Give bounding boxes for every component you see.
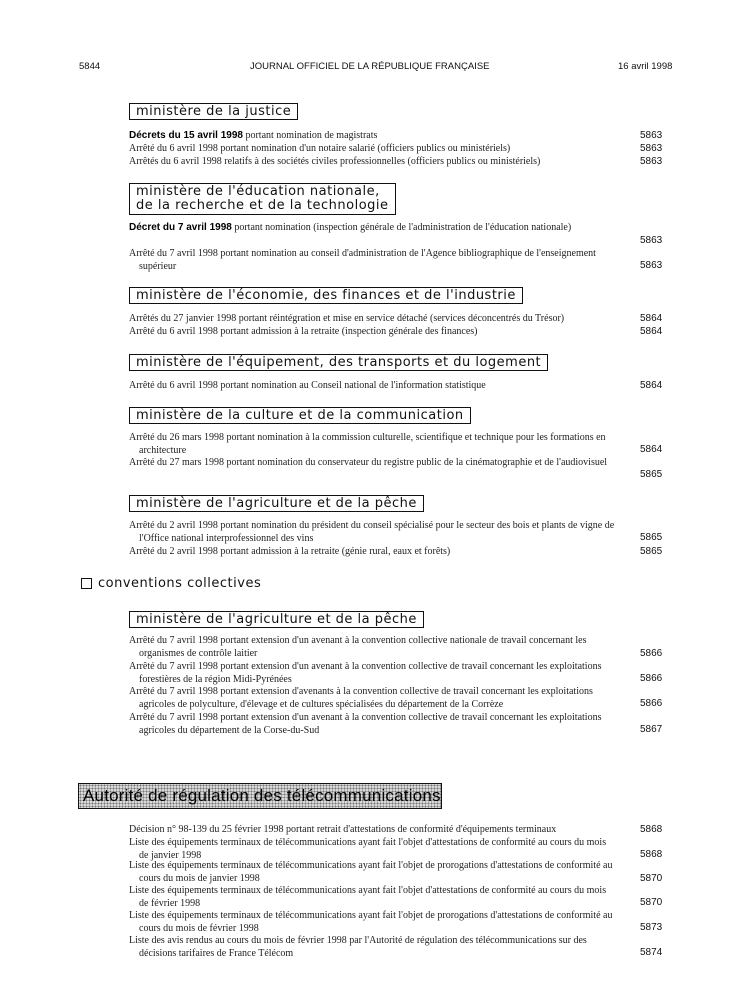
list-item: Liste des équipements terminaux de télécommunications ayant fait l'objet de prorogations d'attestations de conformité au cours du mois de janvier 1998 <box>129 860 613 884</box>
checkbox-square-icon <box>81 578 92 589</box>
heading-line: ministère de l'éducation nationale, <box>136 184 380 199</box>
list-item: Arrêté du 7 avril 1998 portant extension d'un avenant à la convention collective de travail concernant les exploitations forestières de la région Midi-Pyrénées <box>129 661 602 685</box>
list-item: Arrêté du 6 avril 1998 portant nomination d'un notaire salarié (officiers publics ou ministériels) <box>129 143 511 154</box>
list-item: Arrêtés du 6 avril 1998 relatifs à des sociétés civiles professionnelles (officiers publics ou ministériels) <box>129 156 541 167</box>
entry-page: 5868 <box>640 824 663 835</box>
entry-page: 5865 <box>640 532 663 543</box>
entry-page: 5864 <box>640 444 663 455</box>
ministry-heading-education <box>129 183 396 215</box>
ministry-heading-equipement: ministère de l'équipement, des transports et du logement <box>129 354 548 371</box>
list-item: Liste des équipements terminaux de télécommunications ayant fait l'objet de prorogations d'attestations de conformité au cours du mois de février 1998 <box>129 910 613 934</box>
entry-page: 5865 <box>640 469 663 480</box>
ministry-heading-agriculture: ministère de l'agriculture et de la pêche <box>129 495 424 512</box>
list-item: Arrêtés du 27 janvier 1998 portant réintégration et mise en service détaché (services déconcentrés du Trésor) <box>129 313 565 324</box>
journal-title: JOURNAL OFFICIEL DE LA RÉPUBLIQUE FRANÇAISE <box>250 61 490 72</box>
list-item: Arrêté du 27 mars 1998 portant nomination du conservateur du registre public de la cinématographie et de l'audiovisuel <box>129 457 608 468</box>
list-item: Liste des équipements terminaux de télécommunications ayant fait l'objet d'attestations de conformité au cours du mois de février 1998 <box>129 885 607 909</box>
ministry-heading-culture: ministère de la culture et de la communication <box>129 407 471 424</box>
list-item: Liste des équipements terminaux de télécommunications ayant fait l'objet d'attestations de conformité au cours du mois de janvier 1998 <box>129 837 607 861</box>
entry-page: 5873 <box>640 922 663 933</box>
list-item: Décrets du 15 avril 1998 portant nomination de magistrats <box>129 130 378 141</box>
entry-page: 5864 <box>640 380 663 391</box>
entry-page: 5863 <box>640 260 663 271</box>
heading-line: de la recherche et de la technologie <box>136 198 389 213</box>
conventions-section-title <box>81 576 261 591</box>
page-number: 5844 <box>79 61 101 72</box>
entry-page: 5864 <box>640 326 663 337</box>
list-item: Liste des avis rendus au cours du mois de février 1998 par l'Autorité de régulation des télécommunications sur des décisions tarifaires de France Télécom <box>129 935 587 959</box>
entry-page: 5863 <box>640 130 663 141</box>
autorite-section-heading: Autorité de régulation des télécommunications <box>78 783 442 809</box>
entry-page: 5867 <box>640 724 663 735</box>
entry-page: 5863 <box>640 156 663 167</box>
entry-page: 5866 <box>640 698 663 709</box>
ministry-heading-justice: ministère de la justice <box>129 103 298 120</box>
list-item: Décision n° 98-139 du 25 février 1998 portant retrait d'attestations de conformité d'équipements terminaux <box>129 824 557 835</box>
list-item: Arrêté du 7 avril 1998 portant extension d'un avenant à la convention collective de travail concernant les exploitations agricoles du département de la Corse-du-Sud <box>129 712 602 736</box>
list-item: Arrêté du 6 avril 1998 portant nomination au Conseil national de l'information statistique <box>129 380 486 391</box>
entry-page: 5868 <box>640 849 663 860</box>
entry-page: 5863 <box>640 235 663 246</box>
ministry-heading-agriculture-conventions: ministère de l'agriculture et de la pêche <box>129 611 424 628</box>
conventions-title-text: conventions collectives <box>98 576 262 591</box>
entry-page: 5866 <box>640 673 663 684</box>
entry-page: 5874 <box>640 947 663 958</box>
list-item: Arrêté du 7 avril 1998 portant extension d'un avenant à la convention collective nationale de travail concernant les organismes de contrôle laitier <box>129 635 587 659</box>
ministry-heading-economie: ministère de l'économie, des finances et de l'industrie <box>129 287 523 304</box>
list-item: Arrêté du 6 avril 1998 portant admission à la retraite (inspection générale des finances) <box>129 326 478 337</box>
list-item: Décret du 7 avril 1998 portant nomination (inspection générale de l'administration de l'éducation nationale) <box>129 222 572 233</box>
list-item: Arrêté du 7 avril 1998 portant nomination au conseil d'administration de l'Agence bibliographique de l'enseignement supérieur <box>129 248 596 272</box>
list-item: Arrêté du 2 avril 1998 portant admission à la retraite (génie rural, eaux et forêts) <box>129 546 451 557</box>
list-item: Arrêté du 7 avril 1998 portant extension d'avenants à la convention collective de travail concernant les exploitations agricoles de polyculture, d'élevage et de cultures spécialisées du département de la Corrèze <box>129 686 593 710</box>
issue-date: 16 avril 1998 <box>618 61 673 72</box>
entry-page: 5864 <box>640 313 663 324</box>
entry-page: 5863 <box>640 143 663 154</box>
entry-page: 5870 <box>640 897 663 908</box>
entry-page: 5866 <box>640 648 663 659</box>
list-item: Arrêté du 2 avril 1998 portant nomination du président du conseil spécialisé pour le secteur des bois et plants de vigne de l'Office national interprofessionnel des vins <box>129 520 615 544</box>
entry-page: 5865 <box>640 546 663 557</box>
entry-page: 5870 <box>640 873 663 884</box>
list-item: Arrêté du 26 mars 1998 portant nomination à la commission culturelle, scientifique et technique pour les formations en architecture <box>129 432 606 456</box>
